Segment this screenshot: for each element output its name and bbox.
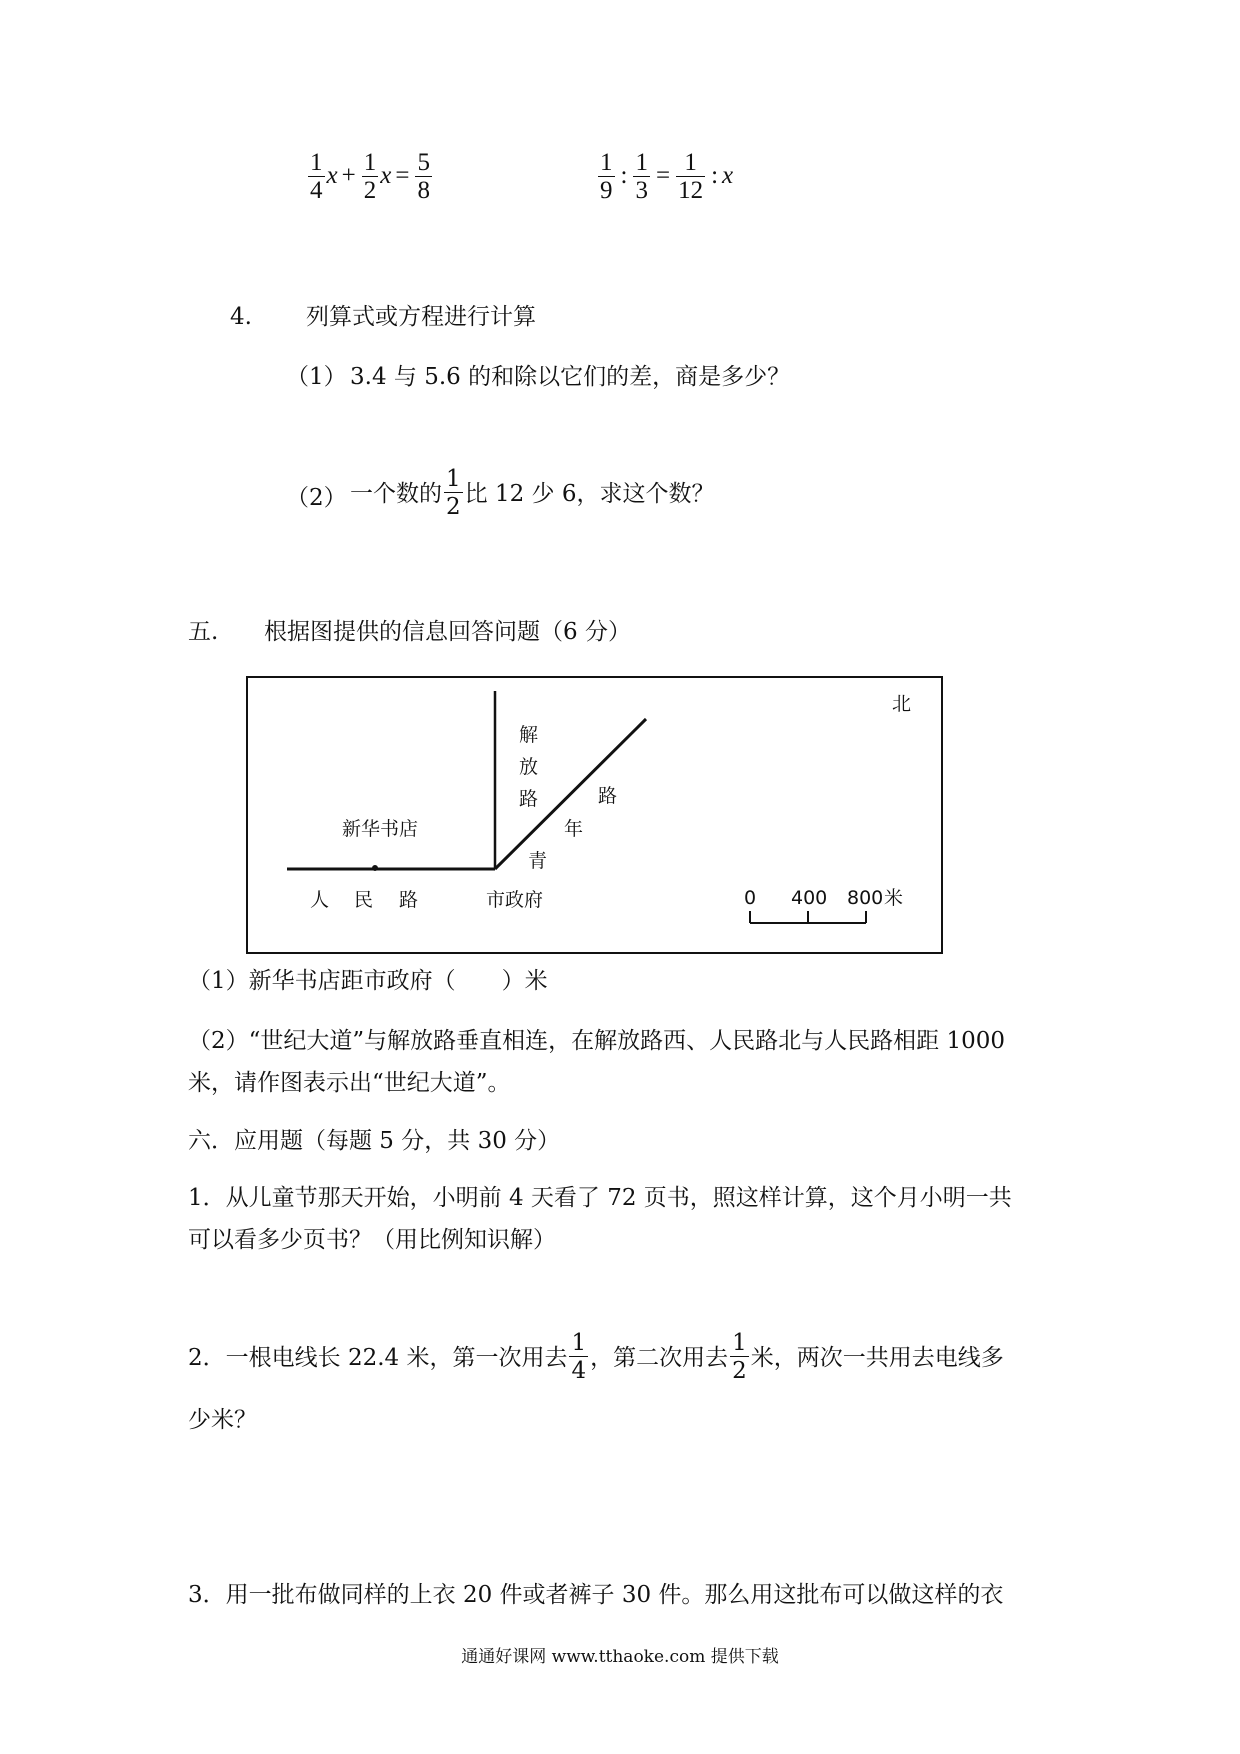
q4-number: 4. — [230, 304, 252, 330]
section6-p2-line1: 2．一根电线长 22.4 米，第一次用去 $\frac{1}{4}$ ，第二次用去 $\frac{1}{2}$ 米，两次一共用去电线多 — [188, 1330, 1004, 1384]
fraction: $\frac{1}{3}$ — [635, 149, 648, 204]
section6-p1-line1: 1．从儿童节那天开始，小明前 4 天看了 72 页书，照这样计算，这个月小明一共 — [188, 1185, 1012, 1211]
section5-q1: （1）新华书店距市政府（ ）米 — [188, 968, 548, 994]
q4-title: 列算式或方程进行计算 — [306, 304, 536, 330]
fraction: $\frac{1}{2}$ — [446, 466, 461, 520]
bookstore-dot — [372, 865, 378, 871]
qingnian-road — [495, 719, 646, 869]
section5-number: 五. — [188, 619, 219, 645]
scale-label-0: 0 — [744, 887, 757, 909]
q4-part2-label: （2） — [286, 485, 347, 511]
qingnian-char-2: 年 — [564, 818, 584, 840]
jiefang-char-1: 解 — [519, 724, 539, 746]
renmin-char-3: 路 — [399, 889, 419, 911]
renmin-char-2: 民 — [354, 889, 374, 911]
qingnian-char-1: 路 — [598, 785, 618, 807]
north-label: 北 — [892, 693, 912, 715]
equation-2: $\frac{1}{9}$ : $\frac{1}{3}$ = $\frac{1}{12}$ : x — [600, 149, 734, 204]
section5-title: 根据图提供的信息回答问题（6 分） — [264, 619, 631, 645]
section6-p3-line1: 3．用一批布做同样的上衣 20 件或者裤子 30 件。那么用这批布可以做这样的衣 — [188, 1582, 1004, 1608]
section6-p1-line2: 可以看多少页书？（用比例知识解） — [188, 1227, 556, 1253]
q4-part1-label: （1） — [286, 364, 347, 390]
fraction: $\frac{1}{12}$ — [678, 149, 704, 204]
scale-unit: 米 — [884, 887, 904, 909]
fraction: $\frac{5}{8}$ — [417, 149, 430, 204]
q4-part1-text: 3.4 与 5.6 的和除以它们的差，商是多少？ — [350, 364, 791, 390]
fraction: $\frac{1}{4}$ — [310, 149, 323, 204]
footer-source: 通通好课网 www.tthaoke.com 提供下载 — [461, 1647, 779, 1667]
section6-title: 六．应用题（每题 5 分，共 30 分） — [188, 1128, 561, 1154]
scale-label-400: 400 — [791, 887, 828, 909]
jiefang-char-3: 路 — [519, 788, 539, 810]
fraction: $\frac{1}{4}$ — [571, 1330, 587, 1384]
section5-q2-line1: （2）“世纪大道”与解放路垂直相连，在解放路西、人民路北与人民路相距 1000 — [188, 1028, 1005, 1054]
city-hall-label: 市政府 — [486, 889, 544, 911]
fraction: $\frac{1}{2}$ — [732, 1330, 747, 1384]
jiefang-char-2: 放 — [519, 756, 539, 778]
map-border — [247, 677, 942, 953]
qingnian-char-3: 青 — [528, 850, 548, 872]
section5-q2-line2: 米，请作图表示出“世纪大道”。 — [188, 1070, 511, 1096]
q4-part2-text: 一个数的 $\frac{1}{2}$ 比 12 少 6，求这个数？ — [350, 466, 715, 520]
road-map — [246, 676, 946, 958]
fraction: $\frac{1}{2}$ — [363, 149, 377, 204]
renmin-char-1: 人 — [310, 889, 330, 911]
equation-1: $\frac{1}{4}$ x + $\frac{1}{2}$ x = $\frac{5}{8}$ — [310, 149, 430, 204]
bookstore-label: 新华书店 — [342, 818, 419, 840]
scale-label-800: 800 — [847, 887, 884, 909]
section6-p2-line2: 少米？ — [188, 1407, 257, 1433]
fraction: $\frac{1}{9}$ — [600, 149, 613, 204]
